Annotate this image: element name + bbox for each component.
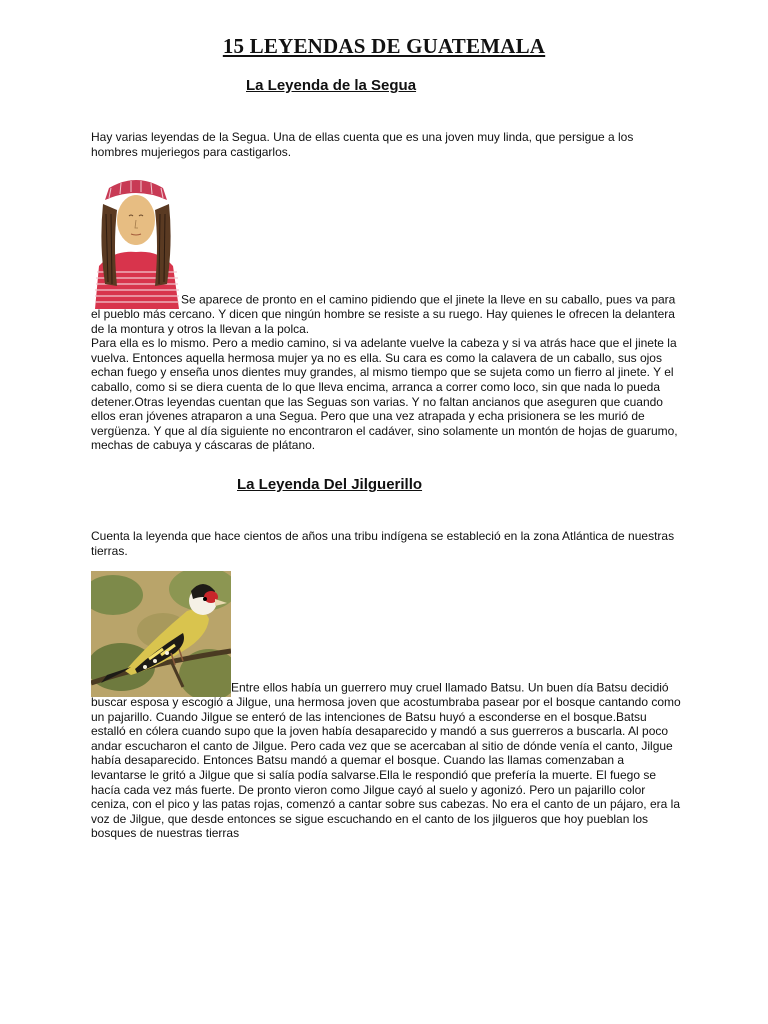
segua-portrait-illustration-icon (91, 174, 181, 309)
jilguerillo-body-paragraph: Entre ellos había un guerrero muy cruel llamado Batsu. Un buen día Batsu decidió buscar esposa y escogió a Jilgue, una hermosa joven que acostumbraba pasear por el bosque cantando como un pajarillo. Cuando Jilgue se enteró de las intenciones de Batsu huyó a esconderse en el bosque.Batsu estalló en cólera cuando supo que la joven había desaparecido y mandó a sus guerreros a buscarla. Al poco andar escucharon el canto de Jilgue. Pero cada vez que se acercaban al sitio de dónde venía el canto, Jilgue había desaparecido. Entonces Batsu mandó a quemar el bosque. Cuando las llamas comenzaban a levantarse le gritó a Jilgue que si salía podía salvarse.Ella le respondió que prefería la muerte. El fuego se hacía cada vez más fuerte. De pronto vieron como Jilgue cayó al suelo y agonizó. Pero un pajarillo color ceniza, con el pico y las patas rojas, comenzó a cantar sobre sus cabezas. No era el canto de un pájaro, era la voz de Jilgue, que desde entonces se sigue escuchando en el canto de los jilgueros que hoy pueblan los bosques de nuestras tierras (91, 680, 681, 841)
jilguerillo-body-block (91, 571, 681, 841)
segua-body-block (91, 174, 681, 453)
section-heading-jilguerillo: La Leyenda Del Jilguerillo (237, 476, 423, 493)
goldfinch-bird-illustration-icon (91, 571, 231, 697)
document-title: 15 LEYENDAS DE GUATEMALA (222, 34, 546, 58)
segua-intro-paragraph: Hay varias leyendas de la Segua. Una de ellas cuenta que es una joven muy linda, que persigue a los hombres mujeriegos para castigarlos. (91, 130, 634, 159)
jilguerillo-intro-paragraph: Cuenta la leyenda que hace cientos de años una tribu indígena se estableció en la zona Atlántica de nuestras tierras. (91, 529, 675, 558)
segua-body-paragraph: Se aparece de pronto en el camino pidiendo que el jinete la lleve en su caballo, pues va para el pueblo más cercano. Y dicen que ningún hombre se resiste a su ruego. Hay quienes le ofrecen la delantera de la montura y otros la llevan a la polca. (91, 292, 676, 336)
segua-body-paragraph-2: Para ella es lo mismo. Pero a medio camino, si va adelante vuelve la cabeza y si va atrás hace que el jinete la vuelva. Entonces aquella hermosa mujer ya no es ella. Su cara es como la calavera de un caballo, sus ojos echan fuego y enseña unos dientes muy grandes, al mismo tiempo que se sujeta como un fierro al jinete. Y el caballo, como si se diera cuenta de lo que lleva encima, arranca a correr como loco, sin que nada lo pueda detener.Otras leyendas cuentan que las Seguas son varias. Y no faltan ancianos que aseguren que cuando ellos eran jóvenes atraparon a una Segua. Pero que una vez atrapada y echa prisionera se les murió de vergüenza. Y que al día siguiente no encontraron el cadáver, sino solamente un montón de hojas de guarumo, mechas de cabuya y cáscaras de plátano. (91, 336, 678, 453)
section-heading-segua: La Leyenda de la Segua (246, 77, 417, 94)
